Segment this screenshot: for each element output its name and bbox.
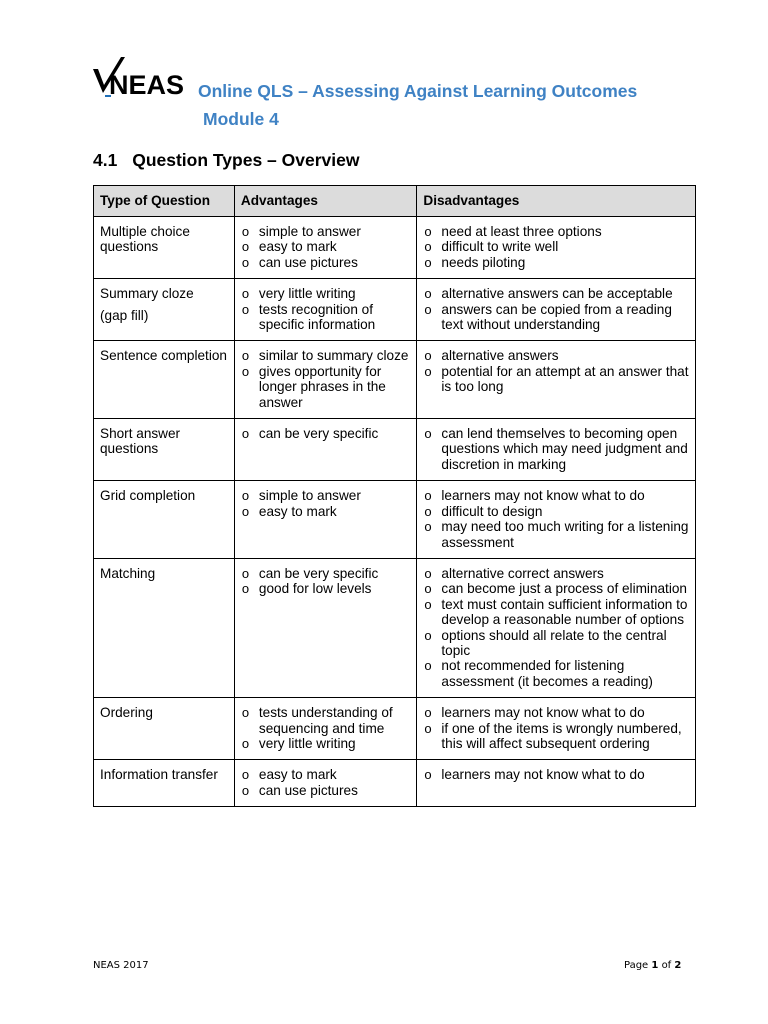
advantage-item <box>241 581 411 596</box>
section-title-text: Question Types – Overview <box>132 150 360 170</box>
question-type-cell <box>94 698 235 760</box>
disadvantages-cell <box>417 217 696 279</box>
bullet-icon: o <box>424 596 432 612</box>
bullet-icon: o <box>424 488 432 504</box>
advantages-list <box>241 488 411 519</box>
question-type-name: (gap fill) <box>100 307 149 323</box>
advantage-item-text: can be very specific <box>258 426 379 442</box>
advantage-item <box>241 736 411 751</box>
question-type-name: Sentence completion <box>100 348 227 364</box>
advantage-item-text: very little writing <box>258 735 356 751</box>
advantage-item-text: simple to answer <box>258 488 361 504</box>
table-row <box>94 558 696 697</box>
question-types-table <box>93 185 696 807</box>
disadvantages-cell <box>417 341 696 419</box>
advantages-cell <box>234 341 417 419</box>
advantage-item-text: can use pictures <box>258 782 358 798</box>
question-type-name: Multiple choice questions <box>100 224 190 255</box>
bullet-icon: o <box>424 705 432 721</box>
disadvantage-item <box>423 566 689 581</box>
disadvantages-list <box>423 566 689 689</box>
disadvantages-list <box>423 286 689 332</box>
advantage-item <box>241 255 411 270</box>
table-row <box>94 419 696 481</box>
advantages-list <box>241 286 411 332</box>
disadvantage-item-text: difficult to write well <box>441 239 559 255</box>
disadvantage-item <box>423 255 689 270</box>
table-row <box>94 341 696 419</box>
advantage-item <box>241 767 411 782</box>
bullet-icon: o <box>241 705 250 721</box>
bullet-icon: o <box>424 767 432 783</box>
advantage-item-text: can use pictures <box>258 254 358 270</box>
footer-page-number <box>624 960 681 971</box>
advantage-item-text: tests understanding of sequencing and time <box>258 705 393 736</box>
bullet-icon: o <box>424 301 432 317</box>
disadvantage-item-text: learners may not know what to do <box>441 488 645 504</box>
disadvantage-item <box>423 581 689 596</box>
table-row <box>94 279 696 341</box>
bullet-icon: o <box>241 503 250 519</box>
disadvantages-list <box>423 426 689 472</box>
table-row <box>94 760 696 807</box>
bullet-icon: o <box>241 767 250 783</box>
advantage-item <box>241 224 411 239</box>
bullet-icon: o <box>424 519 432 535</box>
disadvantage-item <box>423 658 689 689</box>
disadvantage-item-text: if one of the items is wrongly numbered, this will affect subsequent ordering <box>441 720 682 751</box>
advantage-item-text: easy to mark <box>258 239 337 255</box>
disadvantage-item-text: alternative answers can be acceptable <box>441 286 673 302</box>
advantages-cell <box>234 558 417 697</box>
advantages-list <box>241 566 411 597</box>
table-row <box>94 217 696 279</box>
table-row <box>94 698 696 760</box>
page-of: of <box>661 960 672 971</box>
advantages-list <box>241 767 411 798</box>
question-type-name: Summary cloze <box>100 286 194 302</box>
bullet-icon: o <box>241 488 250 504</box>
bullet-icon: o <box>424 348 432 364</box>
bullet-icon: o <box>241 581 250 597</box>
bullet-icon: o <box>241 239 250 255</box>
footer-copyright: NEAS 2017 <box>93 960 149 971</box>
bullet-icon: o <box>241 782 250 798</box>
header-advantages: Advantages <box>234 186 417 217</box>
section-number: 4.1 <box>93 150 118 170</box>
advantages-cell <box>234 760 417 807</box>
question-type-cell <box>94 558 235 697</box>
advantages-list <box>241 426 411 441</box>
disadvantages-list <box>423 767 689 782</box>
question-type-name: Matching <box>100 565 156 581</box>
question-type-cell <box>94 217 235 279</box>
advantage-item <box>241 239 411 254</box>
disadvantage-item-text: not recommended for listening assessment (it becomes a reading) <box>441 658 653 689</box>
bullet-icon: o <box>241 735 250 751</box>
advantage-item-text: simple to answer <box>258 224 361 239</box>
disadvantage-item-text: needs piloting <box>441 254 526 270</box>
advantages-list <box>241 705 411 751</box>
question-type-name: Grid completion <box>100 488 196 504</box>
disadvantage-item-text: need at least three options <box>441 224 602 239</box>
disadvantage-item <box>423 239 689 254</box>
advantage-item <box>241 566 411 581</box>
page-current: 1 <box>651 960 659 971</box>
disadvantage-item-text: options should all relate to the central topic <box>441 627 667 658</box>
advantages-cell <box>234 481 417 559</box>
bullet-icon: o <box>424 254 432 270</box>
disadvantages-list <box>423 224 689 270</box>
advantage-item <box>241 302 411 333</box>
advantage-item <box>241 504 411 519</box>
disadvantages-cell <box>417 279 696 341</box>
advantage-item <box>241 426 411 441</box>
disadvantage-item <box>423 628 689 659</box>
disadvantage-item <box>423 224 689 239</box>
table-row <box>94 481 696 559</box>
section-heading <box>93 150 359 171</box>
advantage-item-text: easy to mark <box>258 503 337 519</box>
disadvantage-item-text: potential for an attempt at an answer that is too long <box>441 363 689 395</box>
disadvantage-item <box>423 302 689 333</box>
bullet-icon: o <box>424 503 432 519</box>
bullet-icon: o <box>241 348 250 364</box>
disadvantage-item <box>423 364 689 395</box>
disadvantage-item-text: answers can be copied from a reading text without understanding <box>441 301 672 333</box>
disadvantages-list <box>423 488 689 550</box>
advantage-item-text: similar to summary cloze <box>258 348 409 364</box>
disadvantage-item <box>423 705 689 720</box>
bullet-icon: o <box>424 426 432 442</box>
disadvantage-item-text: alternative correct answers <box>441 565 604 581</box>
disadvantages-list <box>423 348 689 394</box>
disadvantage-item-text: can become just a process of elimination <box>441 581 687 597</box>
advantages-cell <box>234 279 417 341</box>
bullet-icon: o <box>241 565 250 581</box>
bullet-icon: o <box>241 426 250 442</box>
disadvantage-item <box>423 488 689 503</box>
header-disadvantages: Disadvantages <box>417 186 696 217</box>
bullet-icon: o <box>241 286 250 302</box>
question-type-name: Information transfer <box>100 767 218 783</box>
disadvantage-item <box>423 767 689 782</box>
disadvantage-item-text: learners may not know what to do <box>441 705 645 721</box>
disadvantage-item <box>423 504 689 519</box>
question-type-name: Ordering <box>100 705 153 721</box>
question-type-cell <box>94 419 235 481</box>
question-type-cell <box>94 341 235 419</box>
page-total: 2 <box>674 960 682 971</box>
question-type-cell <box>94 279 235 341</box>
bullet-icon: o <box>424 565 432 581</box>
bullet-icon: o <box>241 363 250 379</box>
advantage-item <box>241 488 411 503</box>
advantages-cell <box>234 419 417 481</box>
disadvantage-item <box>423 348 689 363</box>
disadvantage-item-text: alternative answers <box>441 348 559 364</box>
bullet-icon: o <box>424 239 432 255</box>
advantage-item-text: easy to mark <box>258 767 337 783</box>
advantage-item <box>241 286 411 301</box>
disadvantage-item-text: text must contain sufficient information to develop a reasonable number of options <box>441 596 688 628</box>
disadvantages-cell <box>417 698 696 760</box>
disadvantage-item-text: learners may not know what to do <box>441 767 645 783</box>
table-header-row <box>94 186 696 217</box>
advantage-item <box>241 348 411 363</box>
advantage-item-text: can be very specific <box>258 565 379 581</box>
advantage-item-text: very little writing <box>258 286 356 302</box>
question-type-cell <box>94 760 235 807</box>
advantages-cell <box>234 217 417 279</box>
disadvantages-cell <box>417 419 696 481</box>
disadvantages-cell <box>417 558 696 697</box>
advantage-item <box>241 364 411 410</box>
advantage-item-text: good for low levels <box>258 581 372 597</box>
advantage-item <box>241 705 411 736</box>
bullet-icon: o <box>424 658 432 674</box>
bullet-icon: o <box>424 581 432 597</box>
bullet-icon: o <box>424 720 432 736</box>
disadvantage-item-text: may need too much writing for a listening assessment <box>441 519 689 550</box>
disadvantage-item <box>423 426 689 472</box>
page-word: Page <box>624 960 649 971</box>
logo-text: NEAS <box>109 70 185 99</box>
disadvantage-item-text: difficult to design <box>441 503 543 519</box>
advantages-list <box>241 224 411 270</box>
bullet-icon: o <box>424 286 432 302</box>
neas-logo <box>91 53 193 99</box>
disadvantage-item <box>423 519 689 550</box>
advantage-item-text: gives opportunity for longer phrases in the answer <box>258 363 386 410</box>
bullet-icon: o <box>241 254 250 270</box>
document-title: Online QLS – Assessing Against Learning Outcomes <box>198 81 638 101</box>
question-type-cell <box>94 481 235 559</box>
bullet-icon: o <box>424 627 432 643</box>
bullet-icon: o <box>424 363 432 379</box>
module-label: Module 4 <box>203 109 279 129</box>
header-type: Type of Question <box>94 186 235 217</box>
disadvantage-item-text: can lend themselves to becoming open questions which may need judgment and discretion in marking <box>441 426 688 472</box>
disadvantage-item <box>423 597 689 628</box>
advantages-cell <box>234 698 417 760</box>
advantage-item-text: tests recognition of specific information <box>258 301 376 333</box>
disadvantage-item <box>423 721 689 752</box>
disadvantage-item <box>423 286 689 301</box>
disadvantages-cell <box>417 760 696 807</box>
advantage-item <box>241 783 411 798</box>
advantages-list <box>241 348 411 410</box>
disadvantages-list <box>423 705 689 751</box>
bullet-icon: o <box>241 301 250 317</box>
question-type-name: Short answer questions <box>100 426 181 457</box>
bullet-icon: o <box>241 224 250 239</box>
disadvantages-cell <box>417 481 696 559</box>
bullet-icon: o <box>424 224 432 239</box>
